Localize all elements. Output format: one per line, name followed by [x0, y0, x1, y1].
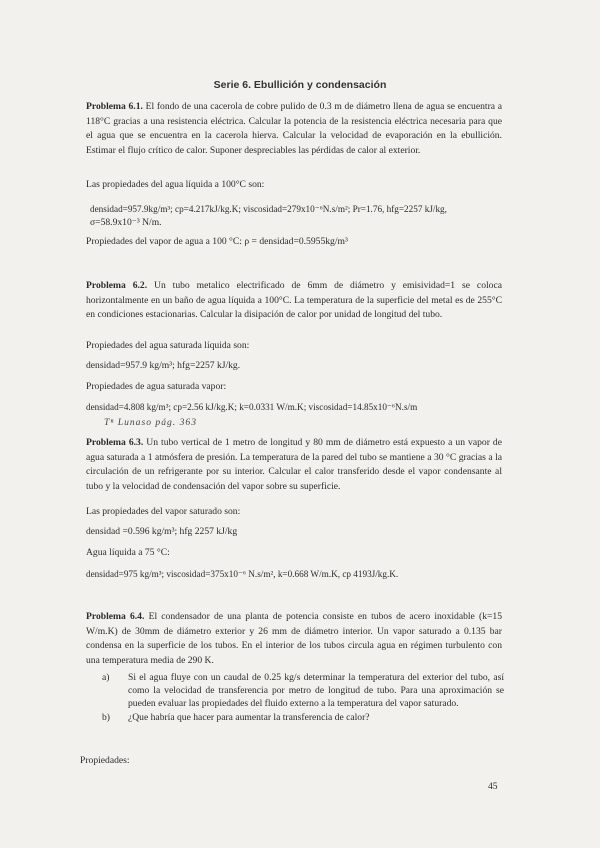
- list-item-marker: a): [102, 672, 110, 683]
- problem-6-4-statement: [86, 610, 502, 668]
- problem-6-1-props-line2: σ=58.9x10⁻³ N/m.: [90, 217, 162, 228]
- problem-6-2-statement: [86, 279, 502, 323]
- problem-6-2-vapor-intro: Propiedades de agua saturada vapor:: [86, 381, 227, 392]
- list-item: [102, 672, 504, 710]
- problem-6-2-vapor-props: densidad=4.808 kg/m³; cp=2.56 kJ/kg.K; k=0.0331 W/m.K; viscosidad=14.85x10⁻⁶N.s/m: [86, 402, 418, 412]
- problem-6-3-text: Un tubo vertical de 1 metro de longitud y 80 mm de diámetro está expuesto a un vapor de agua saturada a 1 atmósfera de presión. La temperatura de la pared del tubo se mantiene a 30 °C gracias a la circulación de un refrigerante por su interior. Calcular el calor transferido desde el vapor condensante al tubo y la velocidad de condensación del vapor sobre su superficie.: [86, 437, 502, 492]
- problem-6-1-statement: [86, 100, 502, 158]
- list-item-text: Si el agua fluye con un caudal de 0.25 kg/s determinar la temperatura del exterior del tubo, así como la velocidad de transferencia por metro de longitud de tubo. Para una aproximación se pueden evaluar las propiedades del fluido externo a la temperatura del vapor saturado.: [128, 672, 504, 709]
- problem-6-1-props-line1: densidad=957.9kg/m³; cp=4.217kJ/kg.K; viscosidad=279x10⁻⁶N.s/m²; Pr=1.76, hfg=2257 kJ/kg,: [90, 204, 447, 214]
- problem-6-3-vapor-intro: Las propiedades del vapor saturado son:: [86, 506, 241, 517]
- problem-6-1-text: El fondo de una cacerola de cobre pulido de 0.3 m de diámetro llena de agua se encuentra a 118°C gracias a una resistencia eléctrica. Calcular la potencia de la resistencia eléctrica necesaria para que el agua que se encuentra en la cacerola hierva. Calcular la velocidad de evaporación en la ebullición. Estimar el flujo crítico de calor. Suponer despreciables las pérdidas de calor al exterior.: [86, 101, 502, 156]
- list-item-marker: b): [102, 712, 110, 724]
- problem-6-3-statement: [86, 436, 502, 494]
- problem-6-2-text: Un tubo metalico electrificado de 6mm de diámetro y emisividad=1 se coloca horizontalmente en un baño de agua líquida a 100°C. La temperatura de la superficie del metal es de 255°C en condiciones estacionarias. Calcular la disipación de calor por unidad de longitud del tubo.: [86, 280, 502, 320]
- problem-6-3-liquid-intro: Agua líquida a 75 °C:: [86, 547, 170, 558]
- problem-6-3-liquid-props: densidad=975 kg/m³; viscosidad=375x10⁻⁶ N.s/m², k=0.668 W/m.K, cp 4193J/kg.K.: [86, 569, 399, 579]
- page-number: 45: [488, 781, 498, 792]
- problem-6-3-label: Problema 6.3.: [86, 437, 144, 448]
- problem-6-1-label: Problema 6.1.: [86, 101, 143, 112]
- list-item-text: ¿Que habría que hacer para aumentar la transferencia de calor?: [128, 712, 370, 724]
- handwritten-note: Tⁿ Lunaso pág. 363: [104, 417, 197, 428]
- problem-6-2-liquid-props: densidad=957.9 kg/m³; hfg=2257 kJ/kg.: [86, 360, 241, 371]
- problem-6-1-props-intro: Las propiedades del agua líquida a 100°C son:: [86, 179, 265, 190]
- problem-6-4-list: [102, 672, 504, 727]
- problem-6-4-text: El condensador de una planta de potencia consiste en tubos de acero inoxidable (k=15 W/m.K) de 30mm de diámetro exterior y 26 mm de diámetro interior. Un vapor saturado a 0.135 bar condensa en la superficie de los tubos. En el interior de los tubos circula agua en régimen turbulento con una temperatura media de 290 K.: [86, 611, 502, 666]
- problem-6-4-props-label: Propiedades:: [80, 755, 130, 766]
- problem-6-2-label: Problema 6.2.: [86, 280, 148, 291]
- problem-6-4-label: Problema 6.4.: [86, 611, 145, 622]
- problem-6-3-vapor-props: densidad =0.596 kg/m³; hfg 2257 kJ/kg: [86, 526, 238, 537]
- problem-6-2-liquid-intro: Propiedades del agua saturada líquida son:: [86, 340, 250, 351]
- list-item: [102, 712, 504, 725]
- problem-6-1-vapor-props: Propiedades del vapor de agua a 100 °C: ρ = densidad=0.5955kg/m³: [86, 236, 348, 247]
- page-title: Serie 6. Ebullición y condensación: [213, 79, 387, 91]
